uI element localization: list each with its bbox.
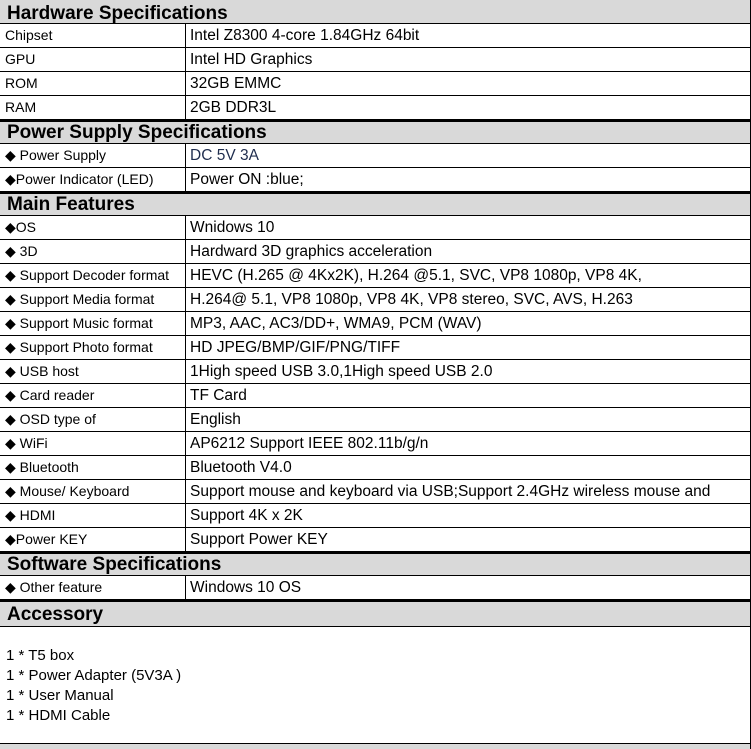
spec-label: Chipset: [0, 24, 186, 47]
spec-value: TF Card: [190, 387, 247, 404]
section-header-hardware: Hardware Specifications: [0, 0, 751, 24]
spec-label: ◆ OSD type of: [0, 408, 186, 431]
spec-value: DC 5V 3A: [190, 147, 259, 164]
spec-value: Intel Z8300 4-core 1.84GHz 64bit: [190, 27, 420, 44]
accessory-list: [0, 628, 751, 744]
spec-value: MP3, AAC, AC3/DD+, WMA9, PCM (WAV): [190, 315, 482, 332]
table-row: [0, 504, 751, 528]
table-row: [0, 456, 751, 480]
spec-value: Windows 10 OS: [190, 579, 302, 596]
table-row: [0, 168, 751, 192]
table-row: [0, 264, 751, 288]
spec-value: English: [190, 411, 241, 428]
spec-label: ◆ Support Decoder format: [0, 264, 186, 287]
table-row: [0, 408, 751, 432]
spec-label: ◆ USB host: [0, 360, 186, 383]
table-row: [0, 360, 751, 384]
spec-label: ◆ Power Supply: [0, 144, 186, 167]
spec-label: ◆ HDMI: [0, 504, 186, 527]
spec-label: ◆ Support Photo format: [0, 336, 186, 359]
table-row: [0, 432, 751, 456]
spec-value: Support Power KEY: [190, 531, 328, 548]
spec-value: 1High speed USB 3.0,1High speed USB 2.0: [190, 363, 493, 380]
section-header-features: Main Features: [0, 192, 751, 216]
spec-value: AP6212 Support IEEE 802.11b/g/n: [190, 435, 429, 452]
spec-value: HD JPEG/BMP/GIF/PNG/TIFF: [190, 339, 401, 356]
table-row: [0, 336, 751, 360]
bottom-divider: [0, 744, 751, 749]
table-row: [0, 384, 751, 408]
spec-label: ◆ WiFi: [0, 432, 186, 455]
spec-value: Wnidows 10: [190, 219, 275, 236]
spec-label: ◆Power KEY: [0, 528, 186, 551]
table-row: [0, 48, 751, 72]
section-header-accessory: Accessory: [0, 600, 751, 627]
table-row: [0, 528, 751, 552]
spec-label: ROM: [0, 72, 186, 95]
table-row: [0, 480, 751, 504]
table-row: [0, 72, 751, 96]
table-row: [0, 288, 751, 312]
spec-value: Intel HD Graphics: [190, 51, 313, 68]
spec-label: ◆Power Indicator (LED): [0, 168, 186, 191]
spec-value: HEVC (H.265 @ 4Kx2K), H.264 @5.1, SVC, VP8 1080p, VP8 4K,: [190, 267, 642, 284]
spec-label: ◆ 3D: [0, 240, 186, 263]
spec-label: GPU: [0, 48, 186, 71]
list-item: 1 * User Manual: [6, 687, 114, 704]
spec-value: 32GB EMMC: [190, 75, 282, 92]
spec-value: 2GB DDR3L: [190, 99, 277, 116]
table-row: [0, 240, 751, 264]
table-row: [0, 216, 751, 240]
section-header-software: Software Specifications: [0, 552, 751, 576]
spec-label: ◆ Support Music format: [0, 312, 186, 335]
spec-label: ◆ Mouse/ Keyboard: [0, 480, 186, 503]
list-item: 1 * T5 box: [6, 647, 75, 664]
spec-value: Power ON :blue;: [190, 171, 304, 188]
list-item: 1 * HDMI Cable: [6, 707, 111, 724]
spec-label: ◆ Support Media format: [0, 288, 186, 311]
table-row: [0, 144, 751, 168]
spec-label: ◆ Card reader: [0, 384, 186, 407]
spec-value: Support 4K x 2K: [190, 507, 303, 524]
spec-value: H.264@ 5.1, VP8 1080p, VP8 4K, VP8 stereo, SVC, AVS, H.263: [190, 291, 633, 308]
spec-label: ◆ Bluetooth: [0, 456, 186, 479]
section-header-power: Power Supply Specifications: [0, 120, 751, 144]
spec-label: ◆ Other feature: [0, 576, 186, 599]
table-row: [0, 312, 751, 336]
spec-value: Hardward 3D graphics acceleration: [190, 243, 433, 260]
spec-value: Bluetooth V4.0: [190, 459, 292, 476]
list-item: 1 * Power Adapter (5V3A ): [6, 667, 182, 684]
table-row: [0, 576, 751, 600]
table-row: [0, 24, 751, 48]
spec-value: Support mouse and keyboard via USB;Support 2.4GHz wireless mouse and: [190, 483, 711, 500]
spec-label: RAM: [0, 96, 186, 119]
table-row: [0, 96, 751, 120]
spec-label: ◆OS: [0, 216, 186, 239]
